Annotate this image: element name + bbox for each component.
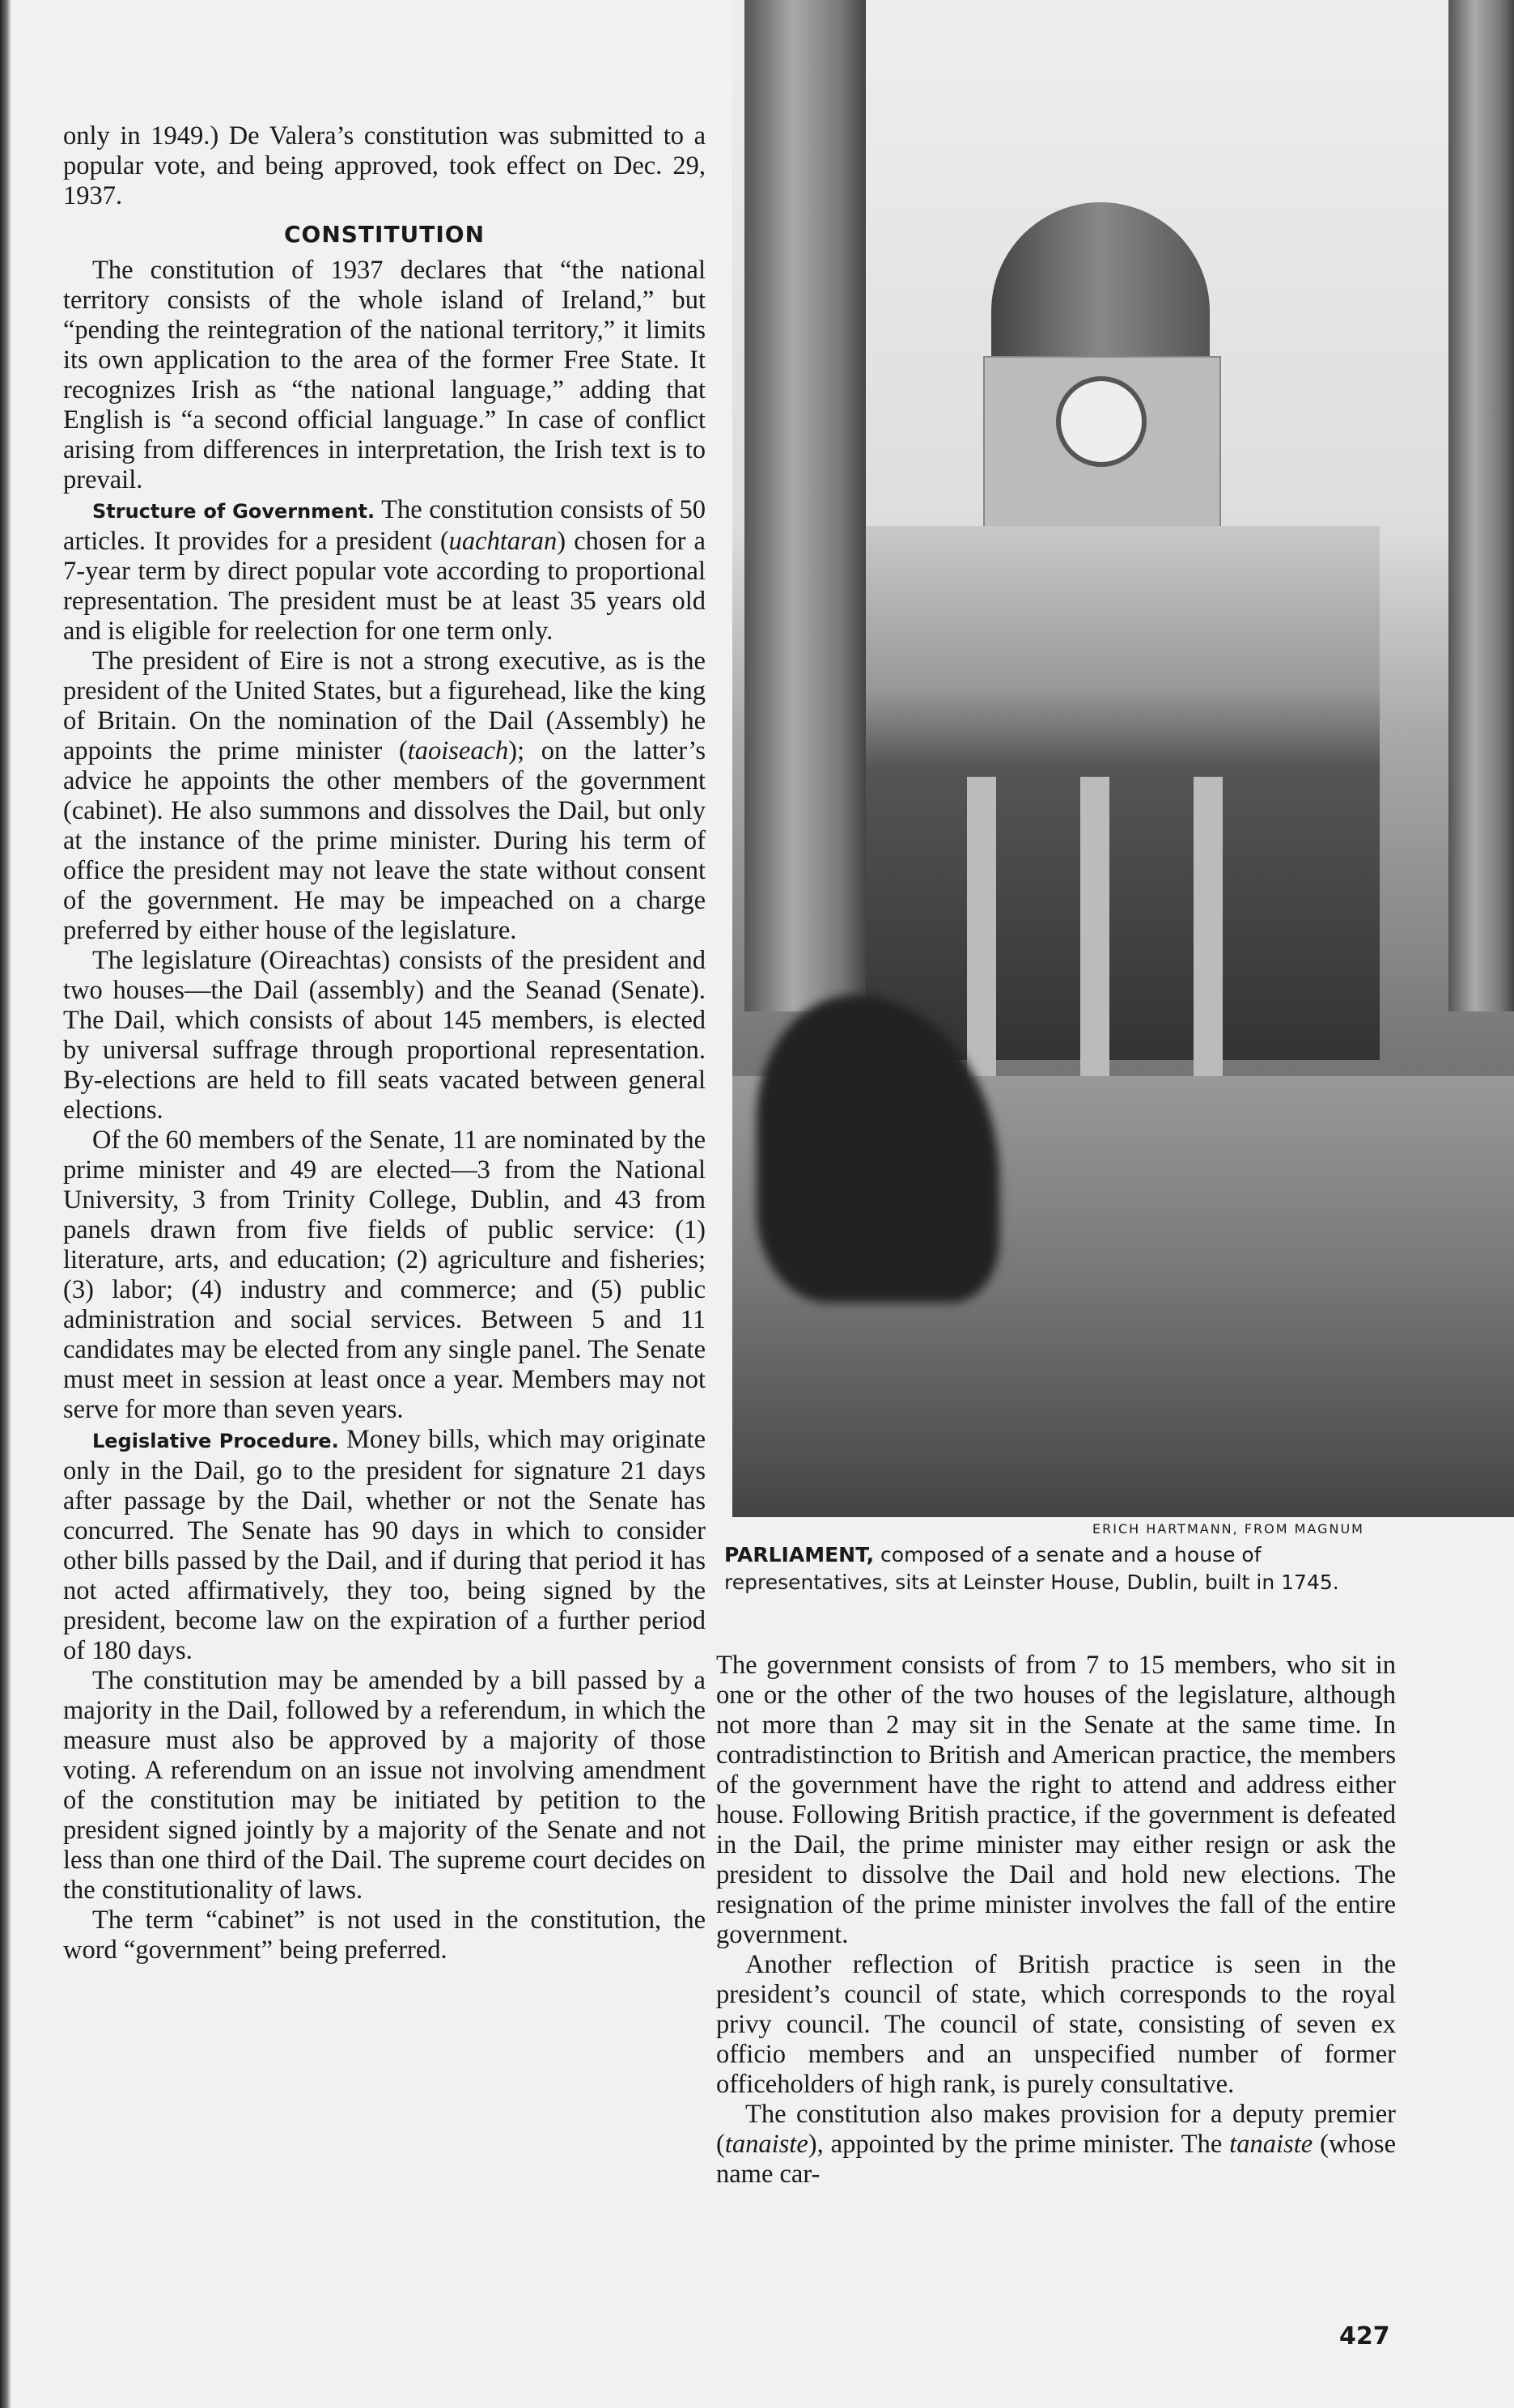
section-heading: CONSTITUTION [283,221,486,248]
run-in-heading: Legislative Procedure. [92,1430,339,1452]
paragraph [63,495,706,647]
leinster-house-photo [732,0,1514,1517]
paragraph: The government consists of from 7 to 15 members, who sit in one or the other of the two houses of the legislature, although not more than 2 may sit in the Senate at the same time. In contradistinction to British and American practice, the members of the government have the right to attend and address either house. Following British practice, if the government is defeated in the Dail, the prime minister may either resign or ask the president to dissolve the Dail and hold new elections. The resignation of the prime minister involves the fall of the entire government. [716,1651,1396,1949]
dome [991,202,1210,364]
paragraph: The legislature (Oireachtas) consists of the president and two houses—the Dail (assembly) and the Seanad (Senate). The Dail, which consists of about 145 members, is elected by universal suffrage through proportional representation. By-elections are held to fill seats vacated between general elections. [63,946,706,1125]
caption-text: composed of a senate and a house of representatives, sits at Leinster House, Dublin, built in 1745. [724,1543,1339,1594]
photo-credit: ERICH HARTMANN, FROM MAGNUM [1092,1521,1364,1537]
facade-column [1080,777,1109,1084]
text: The constitution consists of 50 articles. It provides for a president ( [63,495,706,556]
run-in-heading: Structure of Government. [92,500,375,523]
italic-term: tanaiste [1229,2130,1313,2159]
caption-lead: PARLIAMENT, [724,1543,875,1566]
text: ), appointed by the prime minister. The [808,2130,1230,2159]
photo-caption [724,1541,1404,1596]
paragraph [63,647,706,946]
left-text-column [63,121,706,1965]
text: ); on the latter’s advice he appoints the other members of the government (cabinet). He also summons and dissolves the Dail, but only at the instance of the prime minister. During his term of office the president may not leave the state without consent of the government. He may be impeached on a charge preferred by either house of the legislature. [63,736,706,945]
italic-term: tanaiste [724,2130,808,2159]
left-pillar [744,0,866,1011]
text: ) chosen for a 7-year term by direct popular vote according to proportional representation. The president must be at least 35 years old and is eligible for reelection for one term only. [63,527,706,646]
paragraph: Of the 60 members of the Senate, 11 are nominated by the prime minister and 49 are elected—3 from the National University, 3 from Trinity College, Dublin, and 43 from panels drawn from five fields of public service: (1) literature, arts, and education; (2) agriculture and fisheries; (3) labor; (4) industry and commerce; and (5) public administration and social services. Between 5 and 11 candidates may be elected from any single panel. The Senate must meet in session at least once a year. Members may not serve for more than seven years. [63,1126,706,1424]
right-pillar [1448,0,1514,1011]
paragraph: only in 1949.) De Valera’s constitution was submitted to a popular vote, and being approved, took effect on Dec. 29, 1937. [63,121,706,210]
text: The president of Eire is not a strong executive, as is the president of the United States, but a figurehead, like the king of Britain. On the nomination of the Dail (Assembly) he appoints the prime minister ( [63,647,706,765]
paragraph: Another reflection of British practice is seen in the president’s council of state, which corresponds to the royal privy council. The council of state, consisting of seven ex officio members and an unspecified number of former officeholders of high rank, is purely consultative. [716,1950,1396,2099]
page-number: 427 [1339,2322,1390,2351]
paragraph [716,2100,1396,2190]
italic-term: uachtaran [448,527,558,556]
paragraph: The constitution may be amended by a bill passed by a majority in the Dail, followed by a referendum, in which the measure must also be approved by a majority of those voting. A referendum on an issue not involving amendment of the constitution may be initiated by petition to the president signed jointly by a majority of the Senate and not less than one third of the Dail. The supreme court decides on the constitutionality of laws. [63,1666,706,1905]
text: The constitution also makes provision for a deputy premier ( [716,2100,1396,2159]
italic-term: taoiseach [407,736,509,765]
text: (whose name car- [716,2130,1396,2189]
facade-column [967,777,996,1084]
paragraph [63,1425,706,1666]
text: Money bills, which may originate only in the Dail, go to the president for signature 21 days after passage by the Dail, whether or not the Senate has concurred. The Senate has 90 days in which to consider other bills passed by the Dail, and if during that period it has not acted affirmatively, they too, being signed by the president, become law on the expiration of a further period of 180 days. [63,1425,706,1665]
paragraph: The term “cabinet” is not used in the constitution, the word “government” being preferred. [63,1906,706,1965]
paragraph: The constitution of 1937 declares that “the national territory consists of the whole island of Ireland,” but “pending the reintegration of the national territory,” it limits its own application to the area of the former Free State. It recognizes Irish as “the national language,” adding that English is “a second official language.” In case of conflict arising from differences in interpretation, the Irish text is to prevail. [63,256,706,494]
book-spine-shadow [0,0,11,2408]
right-text-column [716,1651,1396,2190]
building-facade [854,526,1380,1060]
clock-icon [1056,376,1147,467]
facade-column [1194,777,1223,1084]
